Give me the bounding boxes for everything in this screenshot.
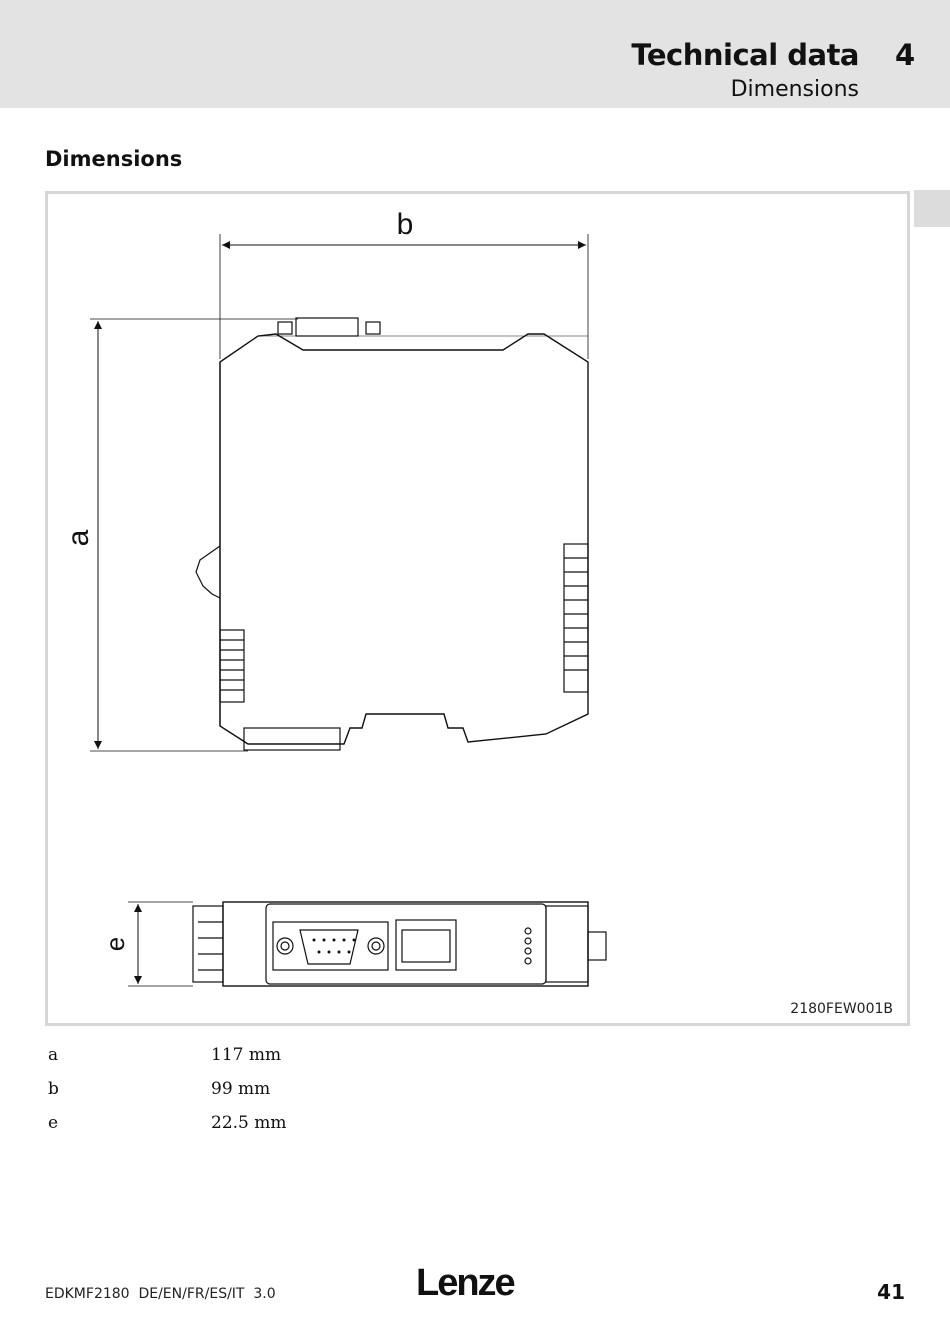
- dimension-label: a: [48, 1045, 59, 1065]
- section-heading: Dimensions: [45, 147, 183, 171]
- dimension-e-label: e: [100, 936, 130, 952]
- device-drawing-svg: [48, 194, 907, 1023]
- page-number: 41: [877, 1280, 905, 1304]
- header-band: [0, 0, 950, 108]
- footer-doc-ref: EDKMF2180 DE/EN/FR/ES/IT 3.0: [45, 1286, 276, 1302]
- chapter-subtitle: Dimensions: [730, 77, 859, 102]
- dimension-value: 22.5 mm: [211, 1113, 287, 1133]
- chapter-title: Technical data: [631, 38, 859, 72]
- lenze-logo: Lenze: [416, 1262, 514, 1304]
- dimension-label: b: [48, 1079, 59, 1099]
- dimension-b-label: b: [396, 208, 414, 241]
- figure-id: 2180FEW001B: [790, 1001, 893, 1017]
- dimension-value: 99 mm: [211, 1079, 271, 1099]
- chapter-side-tab: [914, 190, 950, 227]
- dimension-label: e: [48, 1113, 59, 1133]
- dimension-drawing: [45, 191, 910, 1026]
- chapter-number: 4: [895, 38, 916, 72]
- dimension-a-label: a: [62, 529, 95, 547]
- dimension-value: 117 mm: [211, 1045, 282, 1065]
